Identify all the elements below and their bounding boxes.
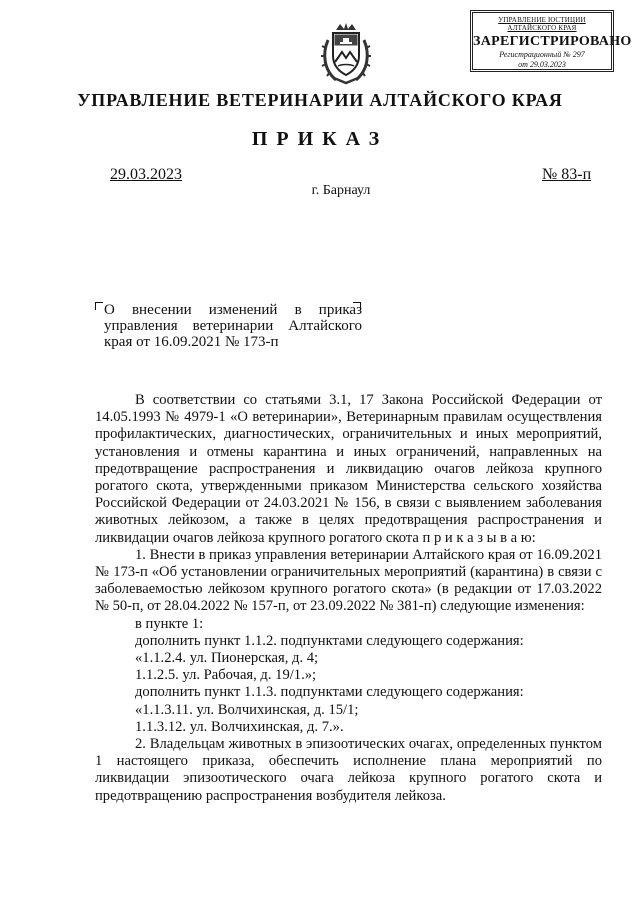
sub-line: дополнить пункт 1.1.3. подпунктами следующего содержания:	[135, 684, 524, 701]
document-body	[95, 392, 602, 805]
registration-stamp	[470, 10, 632, 72]
document-city: г. Барнаул	[311, 183, 371, 198]
document-subject: О внесении изменений в приказ управления ветеринарии Алтайского края от 16.09.2021 № 173-п	[104, 302, 362, 350]
preamble-paragraph	[95, 392, 602, 547]
stamp-org-line1: УПРАВЛЕНИЕ ЮСТИЦИИ	[498, 16, 586, 24]
stamp-org-line2: АЛТАЙСКОГО КРАЯ	[507, 24, 577, 32]
document-date: 29.03.2023	[110, 166, 182, 183]
stamp-organization	[473, 16, 611, 32]
sub-line: 1.1.2.5. ул. Рабочая, д. 19/1.»;	[135, 667, 317, 684]
organization-title: УПРАВЛЕНИЕ ВЕТЕРИНАРИИ АЛТАЙСКОГО КРАЯ	[77, 90, 563, 110]
document-number: № 83-п	[542, 166, 592, 183]
sub-line: дополнить пункт 1.1.2. подпунктами следующего содержания:	[135, 632, 524, 649]
preamble-text: В соответствии со статьями 3.1, 17 Закона Российской Федерации от 14.05.1993 № 4979-1 «О ветеринарии», Ветеринарным правилам осуществления профилактических, диагностических, ограничительных и иных мероприятий, установления и отмены карантина и иных ограничений, направленных на предотвращение распространения и ликвидацию очагов лейкоза крупного рогатого скота, утвержденными приказом Министерства сельского хозяйства Российской Федерации от 24.03.2021 № 156, в связи с выявлением заболевания животных лейкозом, а также в целях предотвращения распространения и ликвидации очагов лейкоза крупного рогатого скота	[95, 392, 602, 546]
altai-krai-coat-of-arms-icon	[320, 22, 372, 86]
stamp-status: ЗАРЕГИСТРИРОВАНО	[473, 34, 632, 49]
prikazyvayu-word: п р и к а з ы в а ю:	[422, 529, 536, 546]
item-1-paragraph: 1. Внести в приказ управления ветеринарии Алтайского края от 16.09.2021 № 173-п «Об установлении ограничительных мероприятий (карантина) в связи с заболеваемостью лейкозом крупного рогатого скота» (в редакции от 17.03.2022 № 50-п, от 28.04.2022 № 157-п, от 23.09.2022 № 381-п) следующие изменения:	[95, 546, 602, 615]
stamp-registration-number: Регистрационный № 297	[499, 50, 585, 59]
sub-line: 1.1.3.12. ул. Волчихинская, д. 7.».	[135, 718, 344, 735]
sub-line: в пункте 1:	[135, 615, 204, 632]
sub-line: «1.1.3.11. ул. Волчихинская, д. 15/1;	[135, 701, 359, 718]
stamp-registration-date: от 29.03.2023	[518, 60, 566, 69]
subject-corner-left	[95, 302, 103, 310]
sub-line: «1.1.2.4. ул. Пионерская, д. 4;	[135, 650, 319, 667]
item-2-paragraph: 2. Владельцам животных в эпизоотических очагах, определенных пунктом 1 настоящего приказа, обеспечить исполнение плана мероприятий по ликвидации эпизоотического очага лейкоза крупного рогатого скота и предотвращению распространения возбудителя лейкоза.	[95, 736, 602, 804]
document-type: ПРИКАЗ	[251, 128, 389, 150]
